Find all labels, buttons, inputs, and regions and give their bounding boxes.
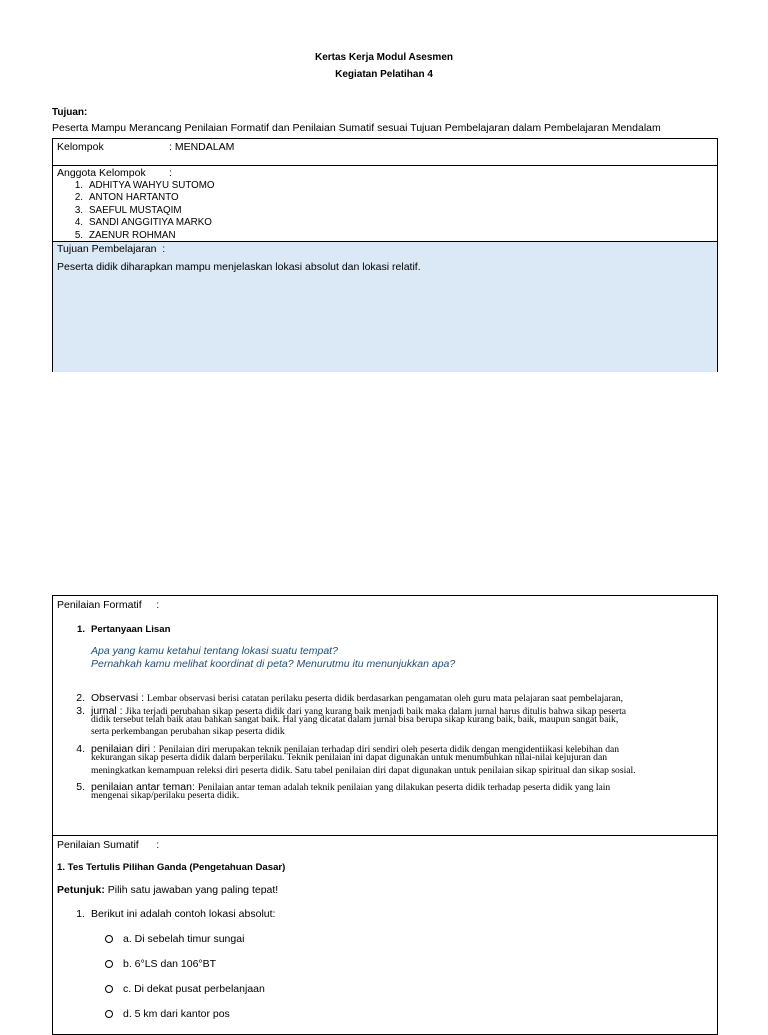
member-item: 3. SAEFUL MUSTAQIM — [74, 205, 182, 216]
kelompok-label: Kelompok — [57, 141, 104, 153]
anggota-colon: : — [169, 167, 172, 179]
question-text: Apa yang kamu ketahui tentang lokasi suatu tempat? — [91, 645, 338, 657]
formatif-item: 2. Observasi : Lembar observasi berisi catatan perilaku peserta didik berdasarkan pengamatan oleh guru mata pelajaran saat pembelajaran, — [76, 692, 624, 704]
formatif-item-line: meningkatkan kemampuan releksi diri peserta didik. Satu tabel penilaian diri dapat digunakan untuk penilaian sikap spiritual dan sikap sosial. — [91, 765, 636, 776]
formatif-item: 5. penilaian antar teman: Penilaian antar teman adalah teknik penilaian yang dilakukan peserta didik terhadap peserta didik yang lain — [76, 781, 611, 793]
member-item: 4. SANDI ANGGITIYA MARKO — [74, 217, 212, 228]
formatif-item-line: kekurangan sikap peserta didik dalam berperilaku. Teknik penilaian ini dapat digunakan untuk menumbuhkan nilai-nilai kejujuran dan — [91, 752, 607, 763]
pertanyaan-lisan-heading: 1. Pertanyaan Lisan — [76, 624, 171, 635]
radio-circle-icon — [105, 935, 113, 943]
formatif-item-line: didik tersebut telah baik atau bahkan sangat baik. Hal yang dicatat dalam jurnal bisa berupa sikap kurang baik, baik, maupun sangat baik, — [91, 714, 619, 725]
assessment-table — [52, 595, 718, 1035]
divider — [53, 835, 717, 836]
sumatif-section-title: 1. Tes Tertulis Pilihan Ganda (Pengetahuan Dasar) — [57, 862, 286, 873]
answer-option[interactable]: b. 6°LS dan 106°BT — [105, 958, 216, 970]
tujuan-pembelajaran-cell — [53, 241, 717, 372]
sumatif-label: Penilaian Sumatif : — [57, 839, 160, 851]
tp-label: Tujuan Pembelajaran : — [57, 243, 166, 255]
tujuan-text: Peserta Mampu Merancang Penilaian Formatif dan Penilaian Sumatif sesuai Tujuan Pembelajaran dalam Pembelajaran Mendalam — [52, 122, 661, 134]
member-item: 1. ADHITYA WAHYU SUTOMO — [74, 180, 215, 191]
formatif-item: 3. jurnal : Jika terjadi perubahan sikap peserta didik dari yang kurang baik menjadi baik maka dalam jurnal harus ditulis bahwa sikap peserta — [76, 705, 627, 717]
divider — [53, 165, 717, 166]
answer-option[interactable]: d. 5 km dari kantor pos — [105, 1008, 230, 1020]
tujuan-label: Tujuan: — [52, 107, 88, 118]
kelompok-value: : MENDALAM — [169, 141, 235, 153]
petunjuk: Petunjuk: Pilih satu jawaban yang paling tepat! — [57, 884, 279, 896]
document-title: Kertas Kerja Modul Asesmen — [314, 52, 453, 63]
formatif-item: 4. penilaian diri : Penilaian diri merupakan teknik penilaian terhadap diri sendiri oleh peserta didik dengan mengidentiikasi kelebihan dan — [76, 743, 620, 755]
document-subtitle: Kegiatan Pelatihan 4 — [335, 69, 433, 80]
question-text: Pernahkah kamu melihat koordinat di peta? Menurutmu itu menunjukkan apa? — [91, 658, 456, 670]
group-table — [52, 138, 718, 372]
formatif-item-line: serta perkembangan perubahan sikap peserta didik — [91, 726, 285, 737]
radio-circle-icon — [105, 1010, 113, 1018]
question-item: 1. Berikut ini adalah contoh lokasi absolut: — [76, 908, 276, 920]
member-item: 5. ZAENUR ROHMAN — [74, 230, 176, 241]
answer-option[interactable]: c. Di dekat pusat perbelanjaan — [105, 983, 265, 995]
formatif-label: Penilaian Formatif : — [57, 599, 160, 611]
radio-circle-icon — [105, 985, 113, 993]
member-item: 2. ANTON HARTANTO — [74, 192, 179, 203]
answer-option[interactable]: a. Di sebelah timur sungai — [105, 933, 244, 945]
formatif-item-line: mengenai sikap/perilaku peserta didik. — [91, 790, 240, 801]
anggota-label: Anggota Kelompok — [57, 167, 146, 179]
tp-text: Peserta didik diharapkan mampu menjelaskan lokasi absolut dan lokasi relatif. — [57, 261, 421, 273]
radio-circle-icon — [105, 960, 113, 968]
